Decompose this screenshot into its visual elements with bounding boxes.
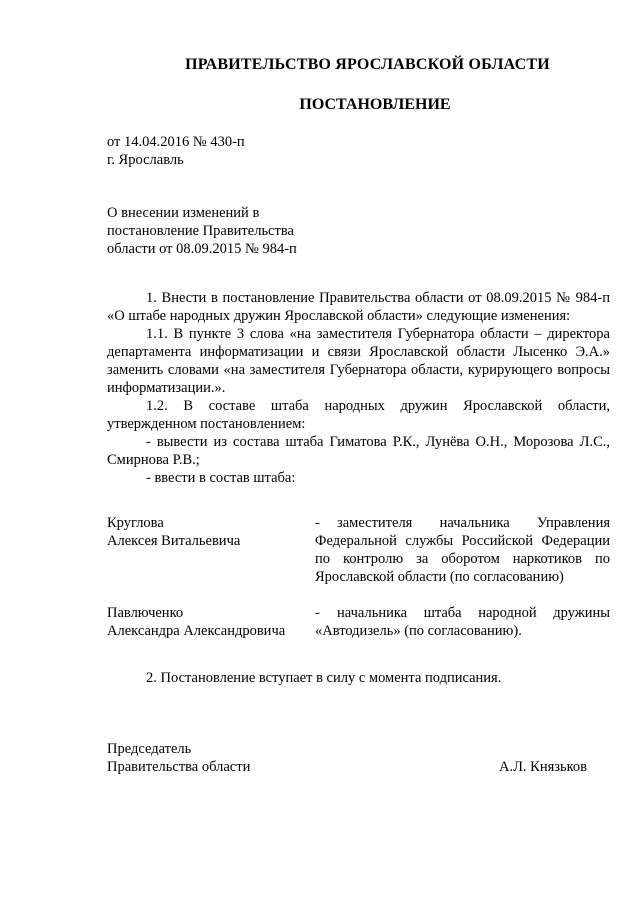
paragraph-2: 2. Постановление вступает в силу с момента подписания. [146,670,502,686]
member-entry [107,604,610,640]
remove-members: - вывести из состава штаба Гиматова Р.К., Лунёва О.Н., Морозова Л.С., Смирнова Р.В.; [107,434,610,468]
new-members-list [107,514,610,658]
role-text: начальника штаба народной дружины «Автодизель» (по согласованию). [315,605,610,639]
member-name [107,604,315,640]
document-type-heading: ПОСТАНОВЛЕНИЕ [299,96,451,113]
paragraph-1-2: 1.2. В составе штаба народных дружин Ярославской области, утвержденном постановлением: [107,398,610,432]
member-surname: Павлюченко [107,605,184,621]
add-members: - ввести в состав штаба: [146,470,296,486]
organization-heading: ПРАВИТЕЛЬСТВО ЯРОСЛАВСКОЙ ОБЛАСТИ [185,56,550,73]
subject-line-1: О внесении изменений в [107,205,260,221]
signer-name: А.Л. Князьков [498,759,587,775]
subject-line-3: области от 08.09.2015 № 984-п [107,241,297,257]
document-subject [107,204,297,258]
member-role [315,514,610,586]
role-dash: - [315,605,320,621]
signature-row [107,758,587,776]
member-name [107,514,315,586]
signature-block [107,740,587,776]
document-meta [107,133,245,169]
member-entry [107,514,610,586]
paragraph-1: 1. Внести в постановление Правительства области от 08.09.2015 № 984-п «О штабе народных дружин Ярославской области» следующие изменения: [107,290,610,324]
signer-title-1: Председатель [107,741,192,757]
member-surname: Круглова [107,515,164,531]
role-dash: - [315,515,320,531]
signer-title-2: Правительства области [107,759,251,775]
member-given-names: Алексея Витальевича [107,533,241,549]
date-number: от 14.04.2016 № 430-п [107,134,245,150]
subject-line-2: постановление Правительства [107,223,294,239]
member-role [315,604,610,640]
paragraph-1-1: 1.1. В пункте 3 слова «на заместителя Губернатора области – директора департамента информатизации и связи Ярославской области Лысенко Э.А.» заменить словами «на заместителя Губернатора области, курирующего вопросы информатизации.». [107,326,610,396]
role-text: заместителя начальника Управления Федеральной службы Российской Федерации по контролю за оборотом наркотиков по Ярославской области (по согласованию) [315,515,610,585]
city: г. Ярославль [107,152,184,168]
member-given-names: Александра Александровича [107,623,286,639]
document-body [107,289,610,487]
